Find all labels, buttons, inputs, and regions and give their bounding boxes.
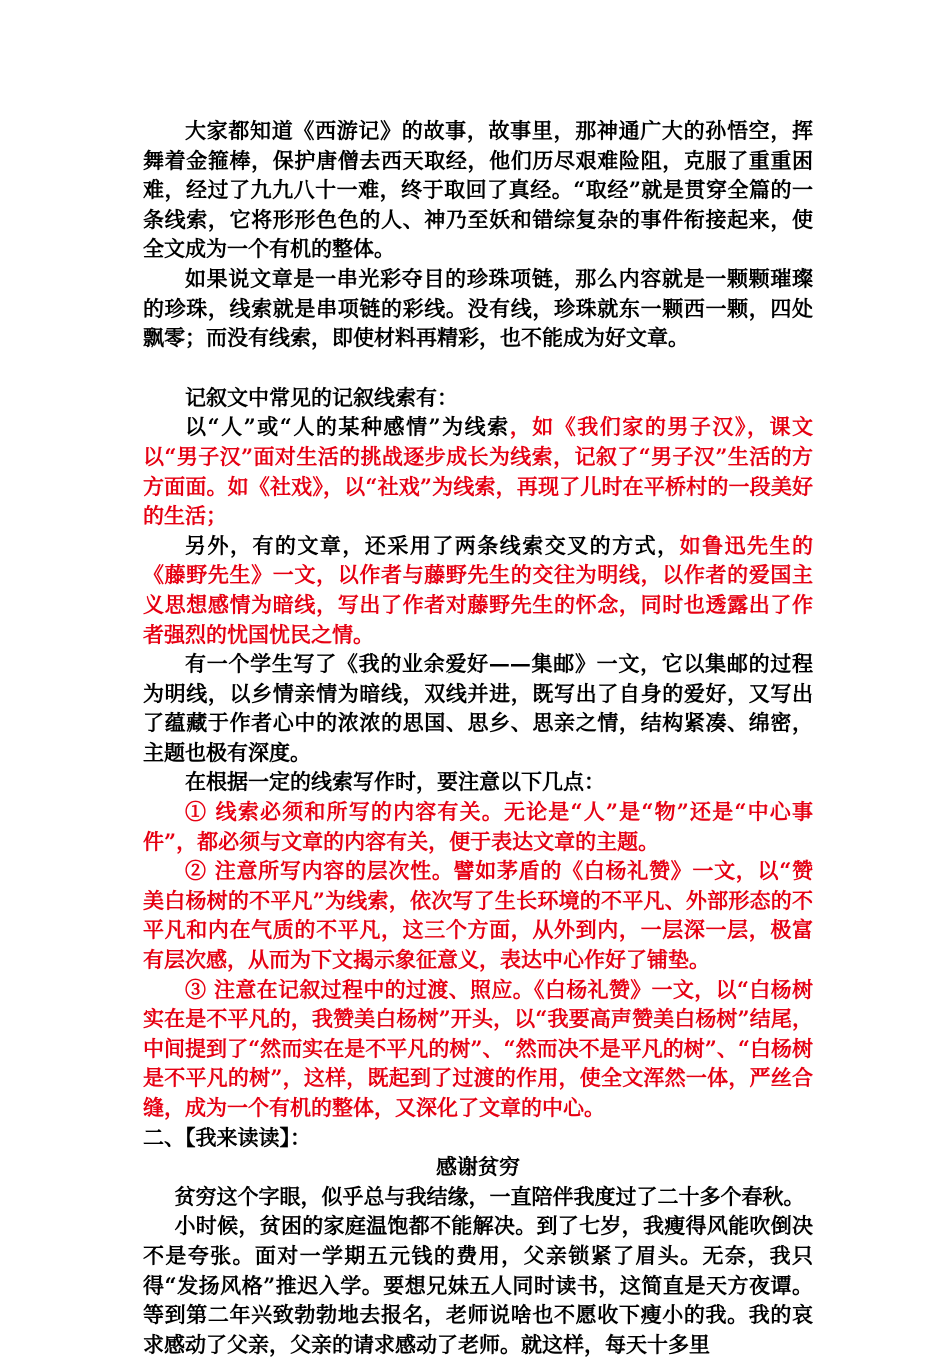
person-clue-lead: 以“人”或“人的某种感情”为线索: [185, 414, 510, 440]
note-point-2: ② 注意所写内容的层次性。譬如茅盾的《白杨礼赞》一文，以“赞美白杨树的不平凡”为线索，依次写了生长环境的不平凡、外部形态的不平凡和内在气质的不平凡，这三个方面，从外到内，一层深一层，极富有层次感，从而为下文揭示象征意义，表达中心作好了铺垫。: [143, 858, 813, 973]
dual-clues-lead: 另外，有的文章，还采用了两条线索交叉的方式，: [185, 532, 680, 558]
story-title: 感谢贫穷: [436, 1154, 520, 1180]
document-page: [143, 116, 813, 1359]
person-clue-example: ，如《我们家的男子汉》，课文以“男子汉”面对生活的挑战逐步成长为线索，记叙了“男子汉”生活的方方面面。如《社戏》，以“社戏”为线索，再现了儿时在平桥村的一段美好的生活；: [143, 414, 813, 529]
note-point-1: ① 线索必须和所写的内容有关。无论是“人”是“物”还是“中心事件”，都必须与文章的内容有关，便于表达文章的主题。: [143, 799, 813, 854]
paragraph-journey-to-west: 大家都知道《西游记》的故事，故事里，那神通广大的孙悟空，挥舞着金箍棒，保护唐僧去西天取经，他们历尽艰难险阻，克服了重重困难，经过了九九八十一难，终于取回了真经。“取经”就是贯穿全篇的一条线索，它将形形色色的人、神乃至妖和错综复杂的事件衔接起来，使全文成为一个有机的整体。: [143, 118, 813, 262]
paragraph-person-clue: [143, 412, 813, 530]
story-paragraph-1: 贫穷这个字眼，似乎总与我结缘，一直陪伴我度过了二十多个春秋。: [174, 1183, 805, 1209]
paragraph-stamp-collecting: 有一个学生写了《我的业余爱好——集邮》一文，它以集邮的过程为明线，以乡情亲情为暗线，双线并进，既写出了自身的爱好，又写出了蕴藏于作者心中的浓浓的思国、思乡、思亲之情，结构紧凑、绵密，主题也极有深度。: [143, 651, 813, 765]
paragraph-common-clues: 记叙文中常见的记叙线索有：: [185, 384, 458, 410]
note-point-3: ③ 注意在记叙过程中的过渡、照应。《白杨礼赞》一文，以“白杨树实在是不平凡的，我赞美白杨树”开头，以“我要高声赞美白杨树”结尾，中间提到了“然而实在是不平凡的树”、“然而决不是平凡的树”、“白杨树是不平凡的树”，这样，既起到了过渡的作用，使全文浑然一体，严丝合缝，成为一个有机的整体，又深化了文章的中心。: [143, 976, 813, 1120]
paragraph-writing-notes: 在根据一定的线索写作时，要注意以下几点：: [185, 769, 605, 795]
paragraph-dual-clues: [143, 531, 813, 649]
paragraph-pearl-necklace: 如果说文章是一串光彩夺目的珍珠项链，那么内容就是一颗颗璀璨的珍珠，线索就是串项链的彩线。没有线，珍珠就东一颗西一颗，四处飘零；而没有线索，即使材料再精彩，也不能成为好文章。: [143, 265, 813, 351]
section-heading: 二、【我来读读】：: [143, 1124, 311, 1150]
blank-line: [143, 353, 813, 383]
story-paragraph-2: 小时候，贫困的家庭温饱都不能解决。到了七岁，我瘦得风能吹倒决不是夸张。面对一学期五元钱的费用，父亲锁紧了眉头。无奈，我只得“发扬风格”推迟入学。要想兄妹五人同时读书，这简直是天方夜谭。等到第二年兴致勃勃地去报名，老师说啥也不愿收下瘦小的我。我的哀求感动了父亲，父亲的请求感动了老师。就这样，每天十多里: [143, 1213, 813, 1357]
dual-clues-example: 如鲁迅先生的《藤野先生》一文，以作者与藤野先生的交往为明线，以作者的爱国主义思想感情为暗线，写出了作者对藤野先生的怀念，同时也透露出了作者强烈的忧国忧民之情。: [143, 532, 814, 647]
